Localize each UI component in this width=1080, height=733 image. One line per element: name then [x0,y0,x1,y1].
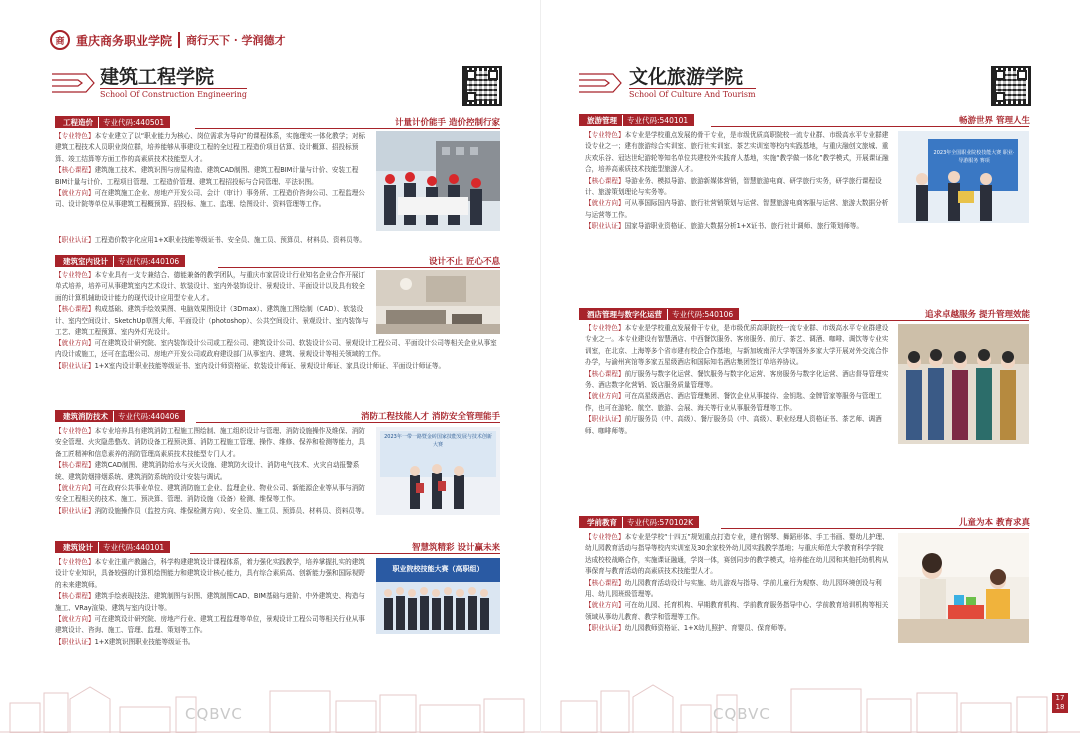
major-description: 【专业特色】本专业是学校重点发展的骨干专业，是市级优质高职院校一流专业群、市级高水平专业群建设专业之一；建有旅游综合实训室、旅行社实训室、茶艺实训室等校内实践基地，与重庆融创文旅城、重庆欢乐谷、冠达世纪游轮等知名单位共建校外实践育人基地，实施“教学做一体化”教学模式，开展课证融合，培养高素质技术技能型旅游人才。 【核心课程】导游业务、模拟导游、旅游新媒体营销，智慧旅游电商、研学旅行实务，研学旅行课程设计、旅游策划理论与实务等。 【就业方向】可从事国际国内导游、旅行社营销策划与运营、智慧旅游电商客服与运营、旅游大数据分析与运营等工作。 【职业认证】国家导游职业资格证、旅游大数据分析1+X证书、旅行社计调师、旅行策划师等。 [585,131,889,231]
major-motto: 智慧筑精彩 设计赢未来 [412,543,500,553]
major-code: 专业代码:540106 [667,309,739,320]
major-description: 【专业特色】本专业是学校“十四五”规划重点打造专业，建有钢琴、舞蹈形体、手工书画、婴幼儿护理、幼儿园教育活动与指导等校内实训室及30余家校外幼儿园实践教学基地；与重庆师范大学教育科学学院达成校校战略合作，实施课证融通，学岗一体，赛创同步的教学模式，培养能在幼儿园和其他托幼机构从事保育与教育活动的高素质技术技能型人才。 【核心课程】幼儿园教育活动设计与实施、幼儿游戏与指导、学前儿童行为观察、幼儿园环境创设与利用、幼儿园班级管理等。 【就业方向】可在幼儿园、托育机构、早期教育机构、学前教育服务指导中心、学前教育培训机构等相关领域从事幼儿教育、教学和管理等工作。 【职业认证】幼儿园教师资格证、1+X幼儿照护、育婴员、保育师等。 [585,533,889,633]
right-page [540,0,1080,733]
school-slogan: 商行天下 · 学润德才 [178,32,286,48]
major-motto: 消防工程技能人才 消防安全管理能手 [361,412,500,422]
major-tag [55,541,170,553]
photo-banner: 2023年一带一路暨金砖国家技能发展与技术创新大赛 [384,434,492,448]
major-motto: 计量计价能手 造价控制行家 [395,118,500,128]
photo-preschool-class [898,533,1029,643]
major-code: 专业代码:440501 [98,117,170,128]
major-code: 专业代码:570102K [622,517,699,528]
building-silhouette-footer [541,673,1080,733]
qr-code-icon[interactable] [991,66,1031,106]
divider [218,267,500,268]
major-tag [55,255,185,267]
major-description: 【专业特色】本专业是学校重点发展骨干专业，是市级优质高职院校一流专业群、市级高水平专业群建设专业之一。本专业建设有智慧酒店、中西餐饮服务、客房服务、前厅、茶艺、调酒、咖啡、调饮等专业实训室，在北京、上海等多个省市建有校企合作基地，与新加坡南洋大学等国外多家大学开展对外交流合作办学，与渝州宾馆等多家五星级酒店和国际知名酒店集团签订单培养协议。 【核心课程】前厅服务与数字化运营、餐饮服务与数字化运营、客房服务与数字化运营、酒店督导管理实务、酒店数字化营销、饭店服务质量管理等。 【就业方向】可在高星级酒店、酒店管理集团、餐饮企业从事接待、金钥匙、金牌管家等服务与管理工作，也可在游轮、航空、旅游、会展、海关等行业从事服务管理等工作。 【职业认证】前厅服务员（中、高级）、餐厅服务员（中、高级）、职业经理人资格证书、茶艺师、调酒师、咖啡师等。 [585,324,889,435]
photo-skills-contest [376,558,500,634]
school-seal-icon: 商 [50,30,70,50]
major-cert: 【职业认证】工程造价数字化应用1+X职业技能等级证书、安全员、施工员、预算员、材料员、资料员等。 [55,236,366,244]
photo-banner: 2023年全国职业院校技能大赛 职业·导游服务 赛项 [933,150,1015,164]
major-motto: 畅游世界 管理人生 [959,116,1030,126]
major-motto: 儿童为本 教育求真 [959,518,1030,528]
divider [751,320,1029,321]
major-description: 【专业特色】本专业培养具有建筑消防工程施工图绘制、施工组织设计与管理、消防设施操作及维保、消防安全管理、火灾隐患整改、消防设备工程预决算、消防工程施工管理、操作、维修、保养和检测等能力，具备工匠精神和信息素养的消防管理高素质技术技能型专门人才。 【核心课程】建筑CAD制图、建筑消防给水与灭火设施、建筑防火设计、消防电气技术、火灾自动报警系统、建筑防烟排烟系统、建筑消防系统的设计安装与调试。 【就业方向】可在政府公共事业单位、建筑消防施工企业、监理企业、物业公司、新能源企业等从事与消防安全工程相关的技术、施工、预决算、管理、消防设施（设备）检测、维保等工作。 【职业认证】消防设施操作员（监控方向、维保检测方向）、安全员、施工员、预算员、材料员、资料员等。 [55,427,369,515]
major-motto: 追求卓越服务 提升管理效能 [925,310,1030,320]
photo-tour-guide-award [898,131,1029,223]
divider [195,128,500,129]
major-tag [55,116,170,128]
qr-code-icon[interactable] [462,66,502,106]
feature-row: 【专业特色】本专业建立了以“职业能力为核心、岗位需求为导向”的课程体系，实施理实一体化教学；对标建筑工程技术人员职业岗位群，培养能够从事建设工程的全过程工程造价项目估算、设计概算、招投标预算、竣工结算等方面工作的高素质技术技能型人才。 [55,132,366,163]
course-row: 【核心课程】建筑施工技术、建筑识图与房屋构造、建筑CAD制图、建筑工程BIM计量与计价、安装工程BIM计量与计价、工程项目管理、工程造价管理、建筑工程招投标与合同管理、平法识图。 [55,166,359,186]
double-arrow-icon [50,68,98,98]
major-tag [55,410,185,422]
photo-hotel-staff [898,324,1029,444]
major-name: 工程造价 [63,117,93,127]
job-row: 【就业方向】可在建筑施工企业、房地产开发公司、会计（审计）事务所、工程造价咨询公司、工程监理公司、设计院等单位从事建筑工程概预算、招投标、施工、监理、绘图设计、资料管理等工作。 [55,189,365,209]
page-number [1052,693,1068,713]
major-tag [579,516,699,528]
major-name: 酒店管理与数字化运营 [587,309,662,319]
photo-banner: 职业院校技能大赛（高职组） [392,565,484,573]
watermark: CQBVC [185,705,243,723]
major-description: 【专业特色】本专业具有一支专兼结合、德能兼备的教学团队，与重庆市家居设计行业知名企业合作开展订单式培养，培养可从事建筑室内艺术设计、软装设计、室内外装饰设计、景观设计、平面设计以及具有较全面的计算机辅助设计能力的现代设计应用型专业人才。 【核心课程】构成基础、建筑手绘效果图、电脑效果图设计（3Dmax）、建筑施工图绘制（CAD）、软装设计、室内空间设计、SketchUp草图大师、平面设计（photoshop）、公共空间设计、景观设计、室内装饰与工艺、建筑工程预算、室内外灯光设计。 [55,271,369,337]
watermark: CQBVC [713,705,771,723]
college-title-en: School Of Culture And Tourism [629,90,756,99]
college-title-en: School Of Construction Engineering [100,90,248,99]
major-name: 建筑室内设计 [63,256,108,266]
building-silhouette-footer [0,673,540,733]
double-arrow-icon [577,68,625,98]
major-tag [579,114,694,126]
page-number-right: 18 [1055,703,1065,711]
school-name: 重庆商务职业学院 [76,33,173,48]
divider [190,553,500,554]
major-name: 旅游管理 [587,115,617,125]
divider [711,126,1029,127]
college-title: 文化旅游学院 [629,66,744,88]
college-title: 建筑工程学院 [100,66,215,88]
photo-construction-workers [376,131,500,231]
major-name: 建筑消防技术 [63,411,108,421]
major-code: 专业代码:440406 [113,411,185,422]
major-code: 专业代码:440106 [113,256,185,267]
page-number-left: 17 [1055,694,1065,702]
major-code: 专业代码:540101 [622,115,694,126]
major-name: 学前教育 [587,517,617,527]
major-name: 建筑设计 [63,542,93,552]
major-description [55,131,370,211]
header [50,30,286,50]
major-code: 专业代码:440101 [98,542,170,553]
photo-interior-room [376,270,500,334]
divider [721,528,1029,529]
major-description-cont: 【就业方向】可在建筑设计研究院、室内装饰设计公司或工程公司、建筑设计公司、软装设计公司、景观设计工程公司、平面设计公司等相关企业从事室内设计或施工，还可在监理公司、房地产开发公司或政府建设部门从事室内、建筑、景观设计等相关领域的工作。 【职业认证】1+X室内设计职业技能等级证书、室内设计师资格证、软装设计师证、景观设计师证、家具设计师证、平面设计师证等。 [55,339,497,370]
photo-fire-competition [376,427,500,515]
divider [196,422,500,423]
major-tag [579,308,739,320]
major-motto: 设计不止 匠心不息 [429,257,500,267]
major-description: 【专业特色】本专业注重产教融合，科学构建建筑设计课程体系，着力强化实践教学，培养掌握扎实的建筑设计专业知识，具备较强的计算机绘图能力和建筑设计核心能力，具有综合素质高、创新能力强和国际视野的未来建筑师。 【核心课程】建筑手绘表现技法、建筑制图与识图、建筑制图CAD、BIM基础与进阶、中外建筑史、构造与施工、VRay渲染、建筑与室内设计等。 【就业方向】可在建筑设计研究院、房地产行业、建筑工程监理等单位，景观设计工程公司等相关行业从事建筑设计、咨询、施工、管理、监理、策划等工作。 【职业认证】1+X建筑识图职业技能等级证书。 [55,558,365,646]
